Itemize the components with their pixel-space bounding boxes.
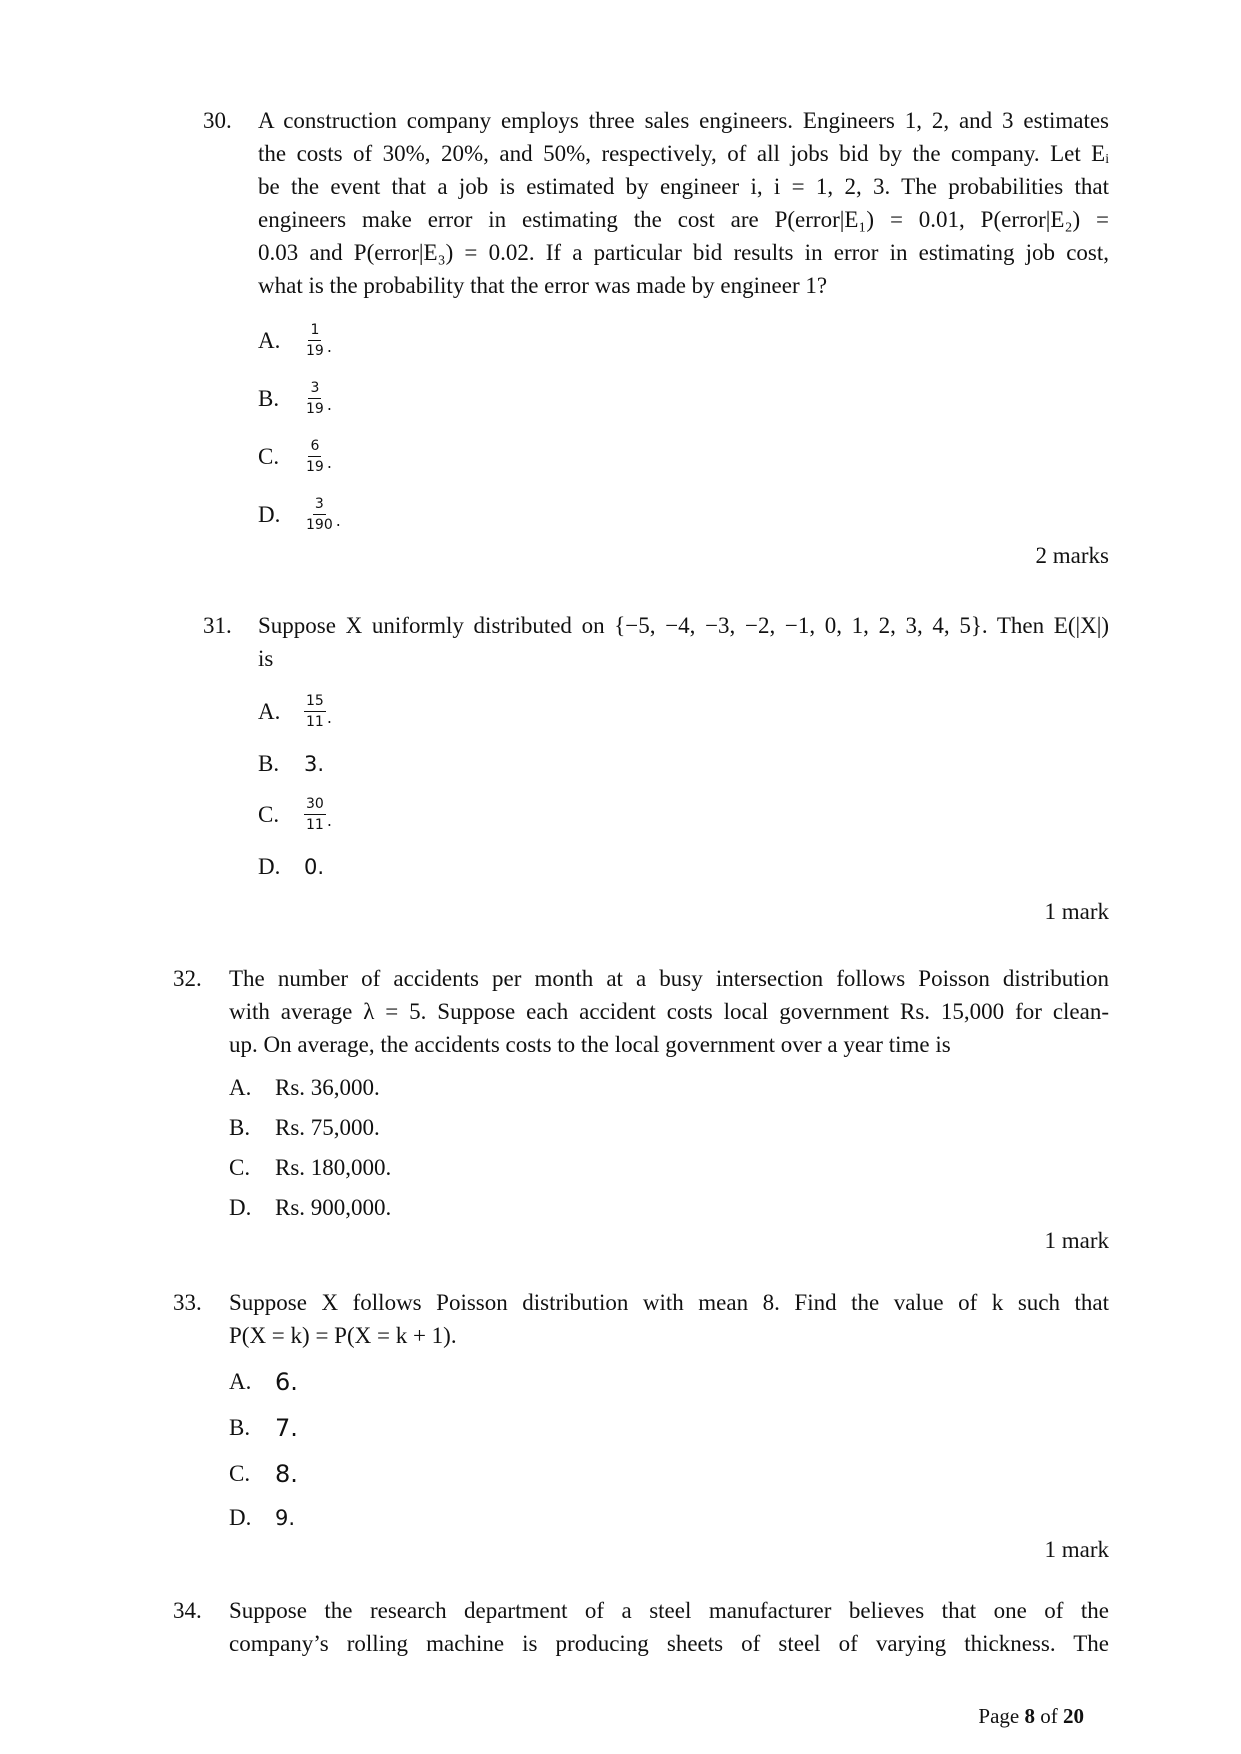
option-value: 9. <box>275 1506 296 1530</box>
question-line: the costs of 30%, 20%, and 50%, respectively, of all jobs bid by the company. Let Eᵢ <box>258 141 1109 166</box>
option-label: A. <box>229 1369 252 1394</box>
question-text <box>258 609 1109 675</box>
option-label: B. <box>229 1415 251 1440</box>
question-number: 30. <box>203 108 232 133</box>
marks-label: 1 mark <box>1044 899 1109 924</box>
marks-label: 2 marks <box>1035 543 1109 568</box>
option-value: Rs. 75,000. <box>275 1115 380 1140</box>
option-b[interactable] <box>229 1414 298 1442</box>
option-b[interactable] <box>258 751 324 777</box>
option-value: Rs. 900,000. <box>275 1195 392 1220</box>
option-value: 8. <box>275 1460 298 1488</box>
current-page-number: 8 <box>1024 1704 1035 1728</box>
option-b[interactable] <box>229 1115 380 1141</box>
option-value: 6. <box>275 1368 298 1396</box>
question-number: 32. <box>173 966 202 991</box>
option-value: Rs. 36,000. <box>275 1075 380 1100</box>
question-text <box>229 1594 1109 1660</box>
fraction: $\frac{1}{19}$ <box>306 322 324 359</box>
option-label: B. <box>258 385 280 411</box>
option-label: A. <box>258 327 281 353</box>
question-line: what is the probability that the error was made by engineer 1? <box>258 273 828 298</box>
question-text <box>229 962 1109 1061</box>
option-a[interactable] <box>229 1075 380 1101</box>
page-prefix: Page <box>978 1704 1025 1728</box>
marks-label: 1 mark <box>1044 1228 1109 1253</box>
option-a[interactable] <box>229 1368 298 1396</box>
option-c[interactable] <box>229 1460 298 1488</box>
fraction: $\frac{3}{19}$ <box>306 380 324 417</box>
option-value: 3. <box>304 752 325 776</box>
question-line: company’s rolling machine is producing sheets of steel of varying thickness. The <box>229 1631 1109 1656</box>
option-a[interactable]: A. $\frac{1}{19}$ . <box>258 322 332 359</box>
option-label: B. <box>258 751 280 776</box>
question-number: 33. <box>173 1290 202 1315</box>
question-text <box>229 1286 1109 1352</box>
question-line: be the event that a job is estimated by engineer i, i = 1, 2, 3. The probabilities that <box>258 174 1109 199</box>
fraction: $\frac{15}{11}$ <box>306 693 324 730</box>
option-label: C. <box>258 443 280 469</box>
option-label: B. <box>229 1115 251 1140</box>
question-line: P(X = k) = P(X = k + 1). <box>229 1323 457 1348</box>
option-label: C. <box>258 801 280 827</box>
option-c[interactable] <box>229 1155 391 1181</box>
option-label: A. <box>229 1075 252 1100</box>
option-a[interactable]: A. $\frac{15}{11}$ . <box>258 693 332 730</box>
question-line: 0.03 and P(error|E₃) = 0.02. If a particular bid results in error in estimating job cost, <box>258 240 1109 265</box>
question-line: engineers make error in estimating the cost are P(error|E₁) = 0.01, P(error|E₂) = <box>258 207 1109 232</box>
question-number: 31. <box>203 613 232 638</box>
marks-label: 1 mark <box>1044 1537 1109 1562</box>
option-c[interactable]: C. $\frac{30}{11}$ . <box>258 796 332 833</box>
option-b[interactable]: B. $\frac{3}{19}$ . <box>258 380 332 417</box>
question-line: Suppose the research department of a steel manufacturer believes that one of the <box>229 1598 1109 1623</box>
page-middle: of <box>1035 1704 1063 1728</box>
fraction: $\frac{30}{11}$ <box>306 796 324 833</box>
question-line: A construction company employs three sales engineers. Engineers 1, 2, and 3 estimates <box>258 108 1109 133</box>
fraction: $\frac{3}{190}$ <box>306 496 333 533</box>
question-line: with average λ = 5. Suppose each accident costs local government Rs. 15,000 for clean- <box>229 999 1109 1024</box>
question-text <box>258 104 1109 302</box>
option-label: C. <box>229 1155 251 1180</box>
option-value: 0. <box>304 855 325 879</box>
option-label: D. <box>229 1195 252 1220</box>
fraction: $\frac{6}{19}$ <box>306 438 324 475</box>
question-line: Suppose X uniformly distributed on {−5, −4, −3, −2, −1, 0, 1, 2, 3, 4, 5}. Then E(|X|) <box>258 613 1109 638</box>
option-value: 7. <box>275 1414 298 1442</box>
question-line: up. On average, the accidents costs to the local government over a year time is <box>229 1032 951 1057</box>
question-line: is <box>258 646 274 671</box>
question-line: The number of accidents per month at a busy intersection follows Poisson distribution <box>229 966 1109 991</box>
option-c[interactable]: C. $\frac{6}{19}$ . <box>258 438 332 475</box>
option-d[interactable]: D. $\frac{3}{190}$ . <box>258 496 341 533</box>
option-label: D. <box>258 854 281 879</box>
option-d[interactable] <box>229 1505 295 1531</box>
option-label: C. <box>229 1461 251 1486</box>
option-value: Rs. 180,000. <box>275 1155 392 1180</box>
option-d[interactable] <box>229 1195 391 1221</box>
option-label: A. <box>258 698 281 724</box>
question-line: Suppose X follows Poisson distribution with mean 8. Find the value of k such that <box>229 1290 1109 1315</box>
option-label: D. <box>229 1505 252 1530</box>
question-number: 34. <box>173 1598 202 1623</box>
page-footer <box>978 1704 1084 1729</box>
option-label: D. <box>258 501 281 527</box>
total-pages: 20 <box>1063 1704 1084 1728</box>
option-d[interactable] <box>258 854 324 880</box>
